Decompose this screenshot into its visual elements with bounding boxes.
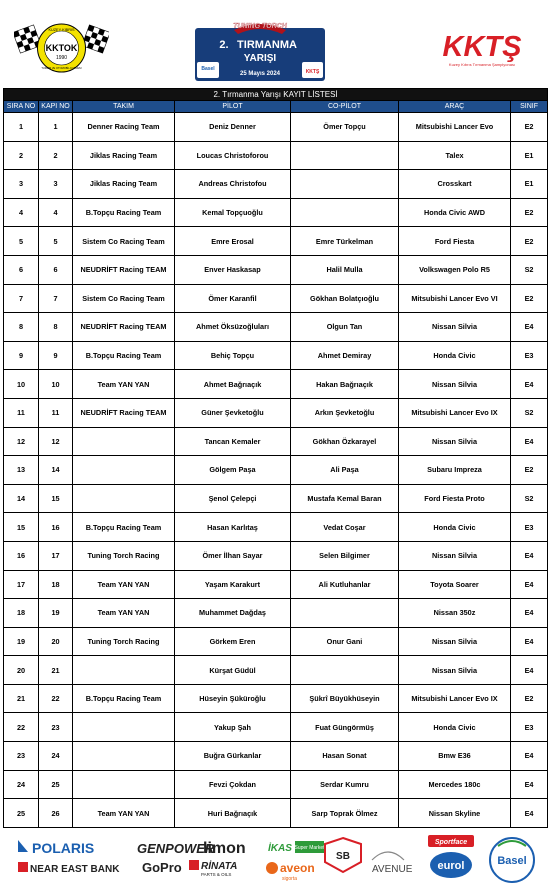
- cell-co-pilot: Ömer Topçu: [291, 113, 399, 142]
- cell-pilot: Deniz Denner: [175, 113, 291, 142]
- cell-arac: Volkswagen Polo R5: [399, 255, 511, 284]
- table-row: [4, 227, 548, 256]
- cell-takim: Team YAN YAN: [73, 570, 175, 599]
- cell-co-pilot: Halil Mulla: [291, 255, 399, 284]
- cell-sinif: E4: [511, 570, 548, 599]
- cell-kapi-no: 7: [39, 284, 73, 313]
- seyyah-text: SB: [336, 851, 350, 862]
- header: [0, 0, 550, 88]
- kktok-top-text: KUZEY KIBRIS: [48, 28, 75, 32]
- cell-co-pilot: Olgun Tan: [291, 313, 399, 342]
- cell-sinif: S2: [511, 484, 548, 513]
- cell-arac: Nissan Silvia: [399, 627, 511, 656]
- cell-takim: Team YAN YAN: [73, 799, 175, 828]
- cell-co-pilot: Ali Paşa: [291, 456, 399, 485]
- cell-arac: Ford Fiesta: [399, 227, 511, 256]
- cell-takim: Jiklas Racing Team: [73, 141, 175, 170]
- cell-sinif: E4: [511, 541, 548, 570]
- cell-pilot: Yakup Şah: [175, 713, 291, 742]
- cell-sinif: E3: [511, 513, 548, 542]
- table-row: [4, 799, 548, 828]
- cell-arac: Crosskart: [399, 170, 511, 199]
- table-row: [4, 255, 548, 284]
- basel-logo: [490, 838, 534, 882]
- cell-co-pilot: [291, 198, 399, 227]
- cell-arac: Mitsubishi Lancer Evo IX: [399, 684, 511, 713]
- column-header-co-pilot: CO-PİLOT: [291, 101, 399, 113]
- cell-pilot: Yaşam Karakurt: [175, 570, 291, 599]
- cell-sira-no: 2: [4, 141, 39, 170]
- cell-pilot: Fevzi Çokdan: [175, 770, 291, 799]
- cell-arac: Toyota Soarer: [399, 570, 511, 599]
- aveon-text: aveon: [280, 861, 315, 875]
- cell-sinif: E4: [511, 427, 548, 456]
- cell-pilot: Ömer İlhan Sayar: [175, 541, 291, 570]
- table-body: [4, 113, 548, 828]
- cell-pilot: Ömer Karanfil: [175, 284, 291, 313]
- avenue-text: AVENUE: [372, 864, 413, 875]
- cell-kapi-no: 25: [39, 770, 73, 799]
- cell-arac: Mercedes 180c: [399, 770, 511, 799]
- cell-arac: Subaru Impreza: [399, 456, 511, 485]
- table-row: [4, 113, 548, 142]
- cell-co-pilot: Hakan Bağrıaçık: [291, 370, 399, 399]
- cell-pilot: Buğra Gürkanlar: [175, 742, 291, 771]
- genpower-logo: GENPOWER: [137, 841, 215, 856]
- cell-co-pilot: Mustafa Kemal Baran: [291, 484, 399, 513]
- cell-sira-no: 12: [4, 427, 39, 456]
- table-row: [4, 513, 548, 542]
- cell-co-pilot: Vedat Coşar: [291, 513, 399, 542]
- cell-arac: Talex: [399, 141, 511, 170]
- cell-kapi-no: 8: [39, 313, 73, 342]
- cell-kapi-no: 4: [39, 198, 73, 227]
- cell-sinif: E2: [511, 198, 548, 227]
- event-number: 2.: [219, 39, 229, 51]
- cell-pilot: Gölgem Paşa: [175, 456, 291, 485]
- gopro-logo: GoPro: [142, 860, 182, 875]
- kktok-logo: [14, 22, 109, 74]
- cell-co-pilot: [291, 170, 399, 199]
- cell-sinif: E4: [511, 627, 548, 656]
- event-sponsor: Basel: [201, 66, 215, 72]
- cell-sira-no: 24: [4, 770, 39, 799]
- cell-sinif: E4: [511, 370, 548, 399]
- cell-sira-no: 10: [4, 370, 39, 399]
- table-row: [4, 398, 548, 427]
- cell-pilot: Görkem Eren: [175, 627, 291, 656]
- cell-takim: [73, 656, 175, 685]
- cell-pilot: Loucas Christoforou: [175, 141, 291, 170]
- cell-sira-no: 9: [4, 341, 39, 370]
- cell-sira-no: 6: [4, 255, 39, 284]
- kkts-logo: [430, 28, 534, 72]
- cell-co-pilot: Serdar Kumru: [291, 770, 399, 799]
- table-row: [4, 684, 548, 713]
- aveon-sub-text: sigorta: [282, 876, 298, 882]
- kkts-subtitle: Kuzey Kıbrıs Tırmanma Şampiyonası: [448, 62, 516, 67]
- cell-sinif: E4: [511, 742, 548, 771]
- cell-takim: B.Topçu Racing Team: [73, 684, 175, 713]
- eurol-text: eurol: [437, 860, 465, 872]
- cell-sira-no: 13: [4, 456, 39, 485]
- cell-takim: [73, 484, 175, 513]
- cell-co-pilot: Hasan Sonat: [291, 742, 399, 771]
- cell-arac: Nissan Silvia: [399, 370, 511, 399]
- cell-pilot: Behiç Topçu: [175, 341, 291, 370]
- kktok-bottom-text: TURİZM VE OTOMOBİL KURUMU: [41, 67, 82, 70]
- cell-sira-no: 7: [4, 284, 39, 313]
- cell-kapi-no: 11: [39, 398, 73, 427]
- table-row: [4, 170, 548, 199]
- cell-takim: [73, 742, 175, 771]
- cell-sinif: E2: [511, 456, 548, 485]
- cell-sira-no: 22: [4, 713, 39, 742]
- cell-co-pilot: Şükrî Büyükhüseyin: [291, 684, 399, 713]
- cell-sira-no: 18: [4, 599, 39, 628]
- cell-kapi-no: 1: [39, 113, 73, 142]
- kktok-year: 1990: [55, 55, 68, 61]
- cell-co-pilot: [291, 599, 399, 628]
- cell-sinif: S2: [511, 255, 548, 284]
- cell-kapi-no: 14: [39, 456, 73, 485]
- cell-sira-no: 16: [4, 541, 39, 570]
- cell-arac: Bmw E36: [399, 742, 511, 771]
- near-east-bank-logo: [18, 862, 120, 875]
- cell-sinif: E2: [511, 284, 548, 313]
- kktok-name: KKTOK: [45, 43, 78, 53]
- table-row: [4, 427, 548, 456]
- table-row: [4, 541, 548, 570]
- cell-sinif: E3: [511, 341, 548, 370]
- table-row: [4, 599, 548, 628]
- cell-co-pilot: Emre Türkelman: [291, 227, 399, 256]
- column-header-kapi-no: KAPI NO: [39, 101, 73, 113]
- cell-co-pilot: Ali Kutluhanlar: [291, 570, 399, 599]
- cell-sinif: E4: [511, 656, 548, 685]
- cell-sira-no: 25: [4, 799, 39, 828]
- seyyah-badge-logo: [325, 838, 361, 872]
- table-title: 2. Tırmanma Yarışı KAYIT LİSTESİ: [4, 89, 548, 101]
- ikas-text: İKAS: [268, 843, 292, 854]
- column-header-sinif: SINIF: [511, 101, 548, 113]
- cell-sira-no: 14: [4, 484, 39, 513]
- cell-pilot: Hasan Karlıtaş: [175, 513, 291, 542]
- cell-co-pilot: Arkın Şevketoğlu: [291, 398, 399, 427]
- near-east-bank-text: NEAR EAST BANK: [30, 864, 120, 875]
- cell-sira-no: 21: [4, 684, 39, 713]
- sponsor-footer: [0, 832, 550, 896]
- cell-co-pilot: Gökhan Bolatçıoğlu: [291, 284, 399, 313]
- cell-takim: Sistem Co Racing Team: [73, 284, 175, 313]
- cell-co-pilot: Sarp Toprak Ölmez: [291, 799, 399, 828]
- cell-kapi-no: 22: [39, 684, 73, 713]
- cell-takim: B.Topçu Racing Team: [73, 513, 175, 542]
- cell-pilot: Ahmet Öksüzoğluları: [175, 313, 291, 342]
- cell-kapi-no: 3: [39, 170, 73, 199]
- cell-co-pilot: [291, 656, 399, 685]
- ikas-sub-text: Super Market: [294, 845, 325, 851]
- cell-arac: Mitsubishi Lancer Evo VI: [399, 284, 511, 313]
- cell-sira-no: 5: [4, 227, 39, 256]
- cell-pilot: Tancan Kemaler: [175, 427, 291, 456]
- cell-kapi-no: 23: [39, 713, 73, 742]
- cell-sira-no: 4: [4, 198, 39, 227]
- ikas-logo: [268, 841, 325, 854]
- table-row: [4, 770, 548, 799]
- cell-sinif: E2: [511, 684, 548, 713]
- cell-co-pilot: Onur Gani: [291, 627, 399, 656]
- cell-takim: Tuning Torch Racing: [73, 541, 175, 570]
- table-row: [4, 456, 548, 485]
- polaris-text: POLARIS: [32, 840, 95, 856]
- column-header-takim: TAKIM: [73, 101, 175, 113]
- table-row: [4, 742, 548, 771]
- cell-pilot: Andreas Christofou: [175, 170, 291, 199]
- cell-pilot: Emre Erosal: [175, 227, 291, 256]
- event-date: 25 Mayıs 2024: [239, 71, 281, 77]
- cell-takim: Tuning Torch Racing: [73, 627, 175, 656]
- table-title-row: [4, 89, 548, 101]
- cell-kapi-no: 17: [39, 541, 73, 570]
- table-row: [4, 341, 548, 370]
- cell-takim: Team YAN YAN: [73, 599, 175, 628]
- table-row: [4, 313, 548, 342]
- table-row: [4, 284, 548, 313]
- tuning-torch-brand: TUNING TORCH: [233, 23, 287, 30]
- cell-sira-no: 8: [4, 313, 39, 342]
- cell-co-pilot: Fuat Güngörmüş: [291, 713, 399, 742]
- cell-takim: Team YAN YAN: [73, 370, 175, 399]
- column-header-pilot: PİLOT: [175, 101, 291, 113]
- cell-sira-no: 11: [4, 398, 39, 427]
- cell-kapi-no: 6: [39, 255, 73, 284]
- cell-kapi-no: 18: [39, 570, 73, 599]
- cell-sira-no: 23: [4, 742, 39, 771]
- polaris-logo: [18, 840, 94, 856]
- cell-takim: [73, 427, 175, 456]
- rinata-logo: [189, 859, 237, 877]
- cell-takim: [73, 456, 175, 485]
- cell-sinif: E4: [511, 599, 548, 628]
- cell-pilot: Kemal Topçuoğlu: [175, 198, 291, 227]
- cell-pilot: Kürşat Güdül: [175, 656, 291, 685]
- cell-arac: Mitsubishi Lancer Evo: [399, 113, 511, 142]
- cell-co-pilot: Ahmet Demiray: [291, 341, 399, 370]
- cell-sinif: E4: [511, 799, 548, 828]
- cell-kapi-no: 20: [39, 627, 73, 656]
- cell-arac: Nissan 350z: [399, 599, 511, 628]
- cell-pilot: Ahmet Bağrıaçık: [175, 370, 291, 399]
- cell-kapi-no: 24: [39, 742, 73, 771]
- table-row: [4, 141, 548, 170]
- cell-pilot: Huri Bağrıaçık: [175, 799, 291, 828]
- table-row: [4, 570, 548, 599]
- cell-pilot: Enver Haskasap: [175, 255, 291, 284]
- column-header-sira-no: SIRA NO: [4, 101, 39, 113]
- cell-co-pilot: Gökhan Özkarayel: [291, 427, 399, 456]
- event-logo: [194, 18, 326, 82]
- rinata-text: RİNATA: [201, 861, 238, 872]
- cell-sinif: E1: [511, 170, 548, 199]
- cell-sira-no: 1: [4, 113, 39, 142]
- cell-arac: Ford Fiesta Proto: [399, 484, 511, 513]
- cell-sira-no: 3: [4, 170, 39, 199]
- column-header-arac: ARAÇ: [399, 101, 511, 113]
- cell-kapi-no: 9: [39, 341, 73, 370]
- table-header-row: [4, 101, 548, 113]
- cell-arac: Mitsubishi Lancer Evo IX: [399, 398, 511, 427]
- cell-takim: NEUDRİFT Racing TEAM: [73, 398, 175, 427]
- cell-sinif: E4: [511, 770, 548, 799]
- cell-takim: Jiklas Racing Team: [73, 170, 175, 199]
- cell-takim: B.Topçu Racing Team: [73, 198, 175, 227]
- limon-logo: limon: [203, 840, 246, 857]
- cell-sinif: E2: [511, 113, 548, 142]
- cell-arac: Nissan Skyline: [399, 799, 511, 828]
- cell-kapi-no: 15: [39, 484, 73, 513]
- cell-kapi-no: 5: [39, 227, 73, 256]
- table-row: [4, 198, 548, 227]
- aveon-logo: [266, 861, 315, 882]
- cell-kapi-no: 26: [39, 799, 73, 828]
- cell-sira-no: 17: [4, 570, 39, 599]
- cell-sinif: E2: [511, 227, 548, 256]
- cell-kapi-no: 16: [39, 513, 73, 542]
- rinata-sub-text: PARTS & OILS: [201, 872, 232, 877]
- cell-arac: Honda Civic: [399, 341, 511, 370]
- cell-sira-no: 19: [4, 627, 39, 656]
- eurol-logo: [430, 852, 472, 878]
- cell-kapi-no: 2: [39, 141, 73, 170]
- cell-arac: Honda Civic: [399, 513, 511, 542]
- event-badge: KKTŞ: [305, 69, 320, 75]
- avenue-logo: [372, 852, 413, 875]
- table-row: [4, 370, 548, 399]
- table-row: [4, 656, 548, 685]
- cell-pilot: Muhammet Dağdaş: [175, 599, 291, 628]
- cell-takim: [73, 713, 175, 742]
- cell-kapi-no: 10: [39, 370, 73, 399]
- cell-pilot: Şenol Çelepçi: [175, 484, 291, 513]
- event-line2: YARIŞI: [243, 53, 277, 64]
- cell-sinif: S2: [511, 398, 548, 427]
- cell-arac: Honda Civic AWD: [399, 198, 511, 227]
- event-line1: TIRMANMA: [237, 39, 297, 51]
- cell-takim: Sistem Co Racing Team: [73, 227, 175, 256]
- cell-arac: Nissan Silvia: [399, 656, 511, 685]
- cell-kapi-no: 19: [39, 599, 73, 628]
- cell-takim: [73, 770, 175, 799]
- entry-list-table: [3, 88, 548, 828]
- cell-sinif: E3: [511, 713, 548, 742]
- cell-pilot: Hüseyin Şükürоğlu: [175, 684, 291, 713]
- cell-takim: B.Topçu Racing Team: [73, 341, 175, 370]
- cell-kapi-no: 12: [39, 427, 73, 456]
- cell-takim: NEUDRİFT Racing TEAM: [73, 255, 175, 284]
- cell-kapi-no: 21: [39, 656, 73, 685]
- cell-sira-no: 15: [4, 513, 39, 542]
- cell-co-pilot: Selen Bilgimer: [291, 541, 399, 570]
- cell-pilot: Güner Şevketoğlu: [175, 398, 291, 427]
- cell-co-pilot: [291, 141, 399, 170]
- table-row: [4, 627, 548, 656]
- cell-sira-no: 20: [4, 656, 39, 685]
- cell-takim: NEUDRİFT Racing TEAM: [73, 313, 175, 342]
- cell-sinif: E1: [511, 141, 548, 170]
- sportface-text: Sportface: [434, 839, 468, 846]
- table-row: [4, 713, 548, 742]
- basel-text: Basel: [497, 855, 527, 867]
- table-row: [4, 484, 548, 513]
- cell-arac: Nissan Silvia: [399, 313, 511, 342]
- sportface-logo: [428, 835, 474, 847]
- cell-arac: Nissan Silvia: [399, 427, 511, 456]
- cell-arac: Nissan Silvia: [399, 541, 511, 570]
- kkts-name: KKTŞ: [442, 31, 522, 63]
- cell-takim: Denner Racing Team: [73, 113, 175, 142]
- cell-arac: Honda Civic: [399, 713, 511, 742]
- cell-sinif: E4: [511, 313, 548, 342]
